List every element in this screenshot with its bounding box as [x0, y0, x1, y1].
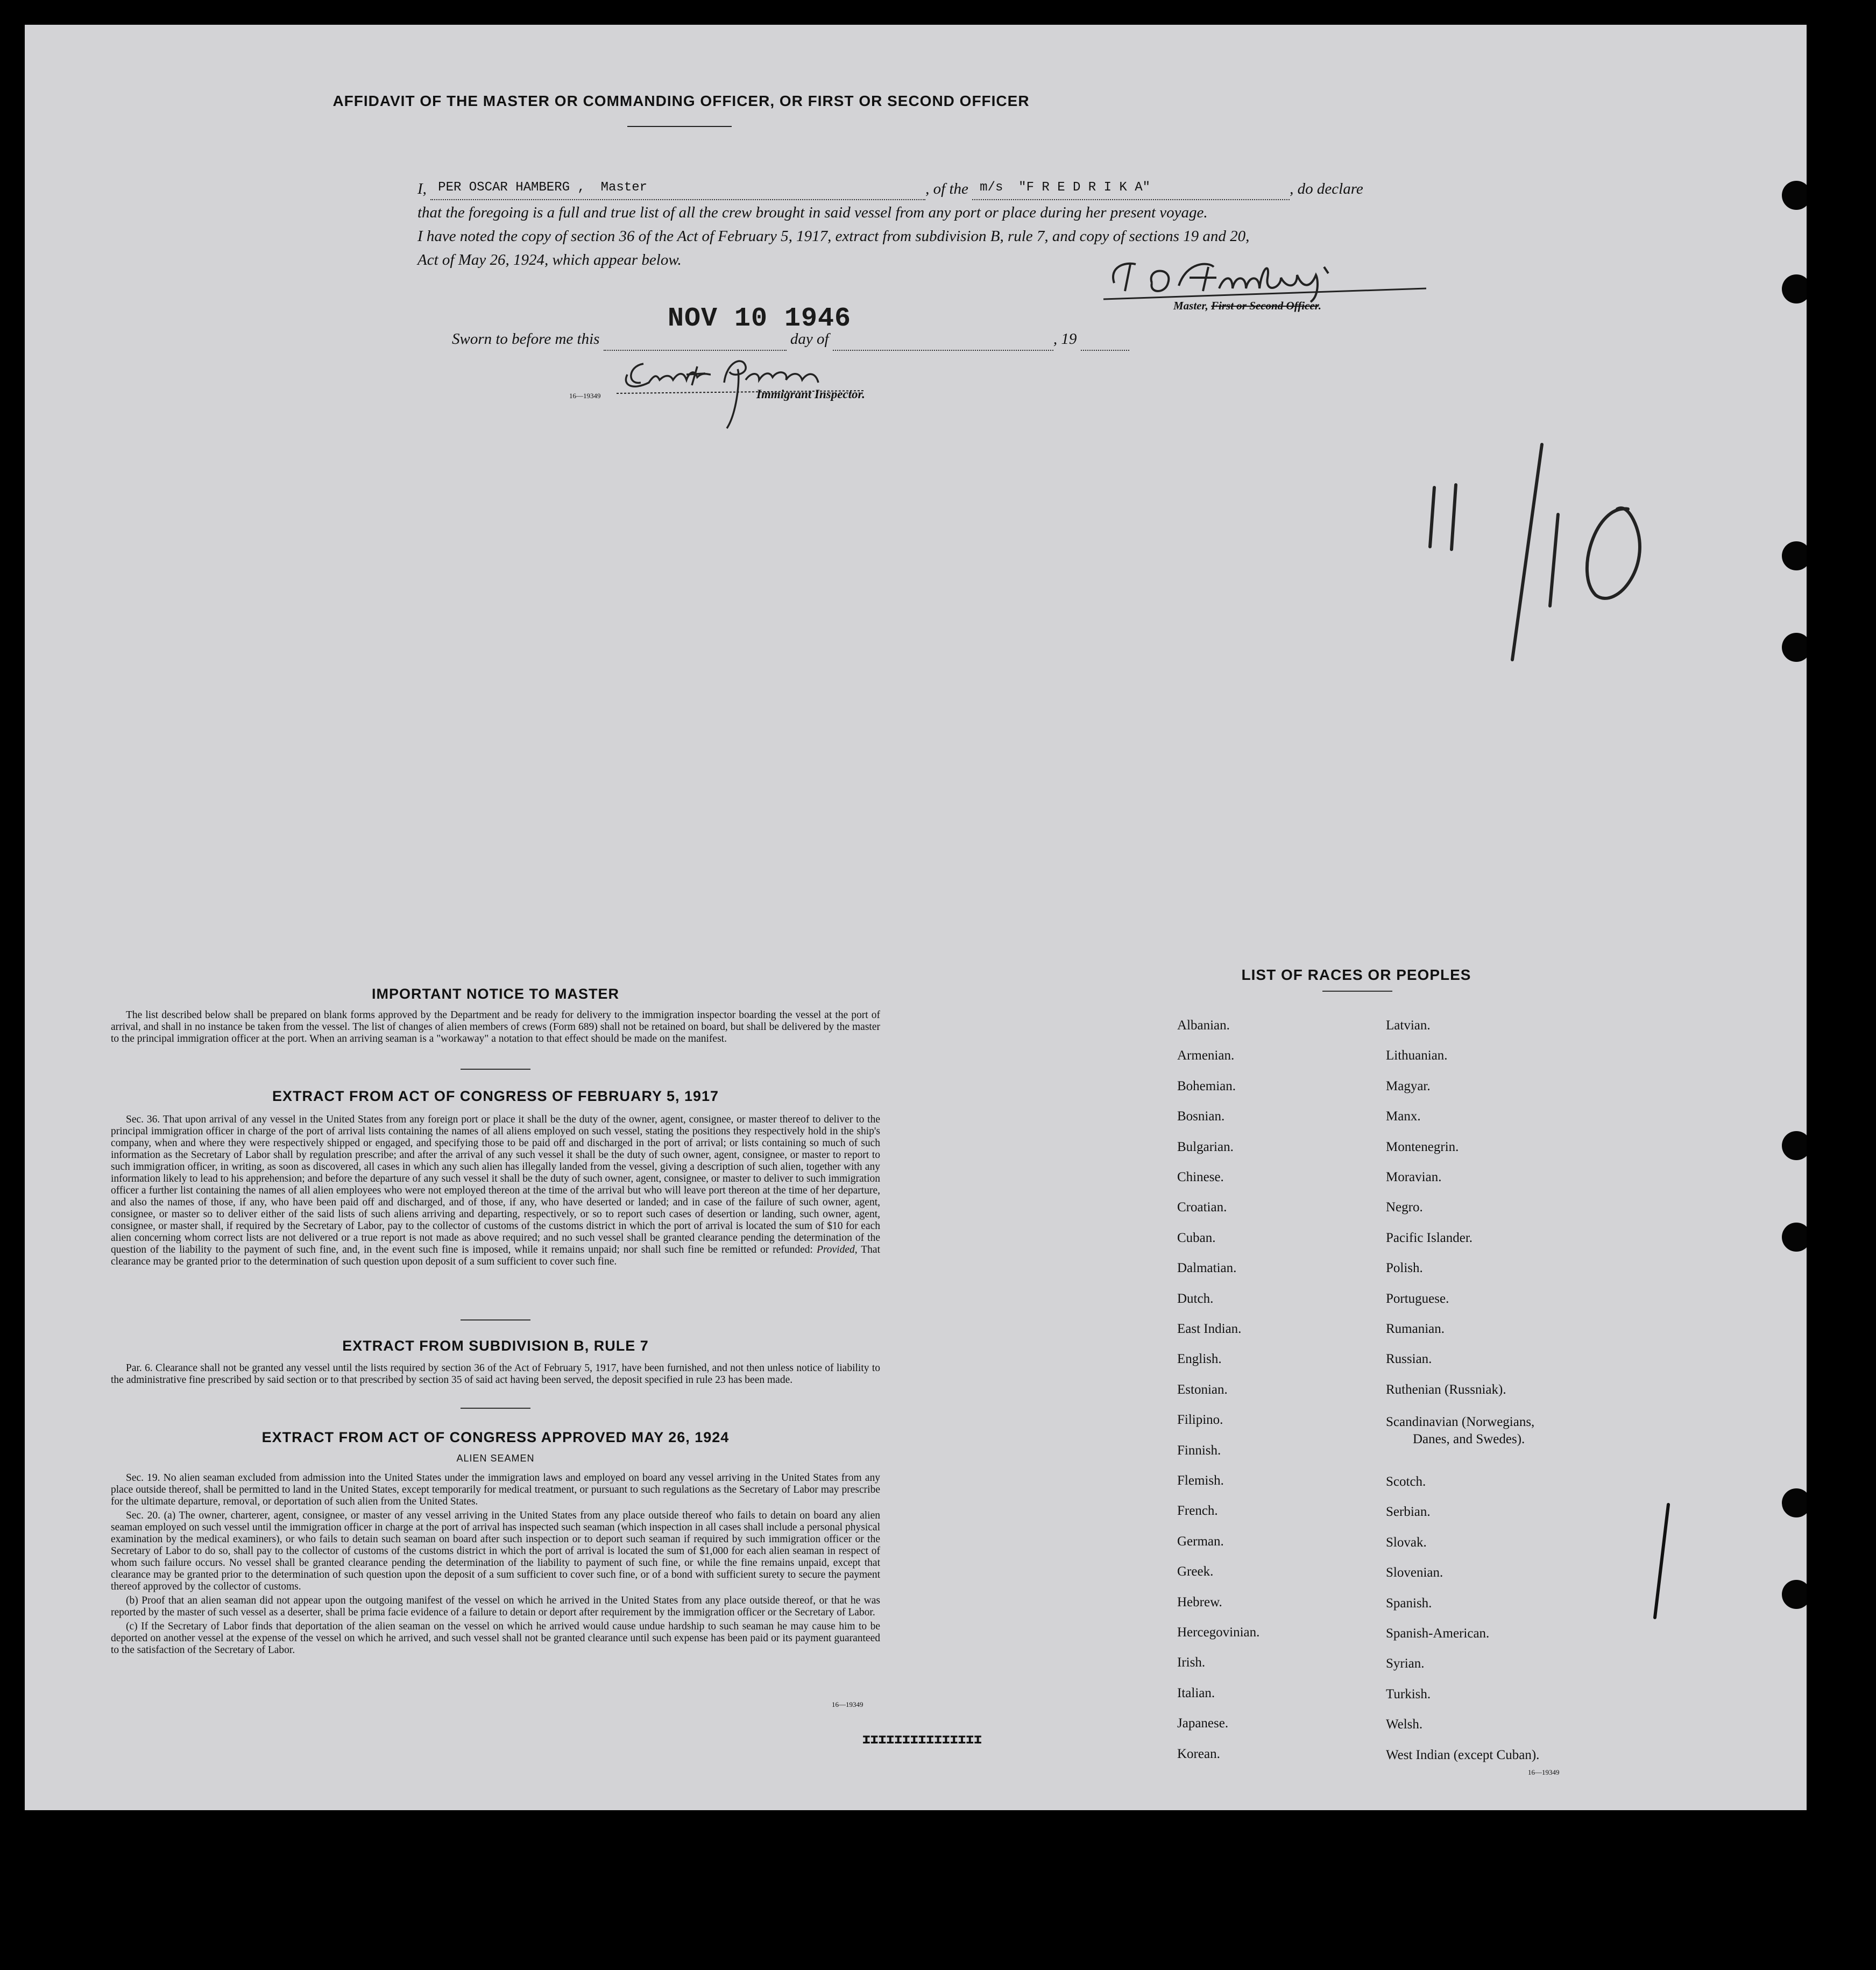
- notice-form-number: 16—19349: [832, 1700, 863, 1708]
- race-item: Danes, and Swedes).: [1413, 1432, 1525, 1447]
- race-item: Lithuanian.: [1386, 1048, 1448, 1063]
- race-item: Magyar.: [1386, 1078, 1431, 1093]
- race-item: Portuguese.: [1386, 1291, 1449, 1306]
- sec36-text: Sec. 36. That upon arrival of any vessel in the United States from any foreign port or place it shall be the duty of the owner, agent, consignee, or master thereof to deliver to the principal immigration officer in charge of the port of arrival lists containing the names of all aliens employed on such vessel, stating the positions they respectively hold in the ship's company, when and where they were respectively shipped or engaged, and specifying those to be paid off and discharged in the port of arrival; or lists containing so much of such information as the Secretary of Labor shall by regulation prescribe; and after the arrival of any such vessel it shall be the duty of such owner, agent, consignee, or master to report to such immigration officer, in writing, as soon as discovered, all cases in which any such alien has illegally landed from the vessel, giving a description of such alien, together with any information likely to lead to his apprehension; and before the departure of any such vessel it shall be the duty of such owner, agent, consignee, or master to deliver to such immigration officer a further list containing the names of all alien employees who were not employed thereon at the time of the arrival but who will leave port thereon at the time of her departure, and also the names of those, if any, who have been paid off and discharged, and of those, if any, who have deserted or landed; and in case of the failure of such owner, agent, consignee, or master so to deliver either of the said lists of such aliens arriving and departing, respectively, or so to report such cases of desertion or landing, such owner, agent, consignee, or master shall, if required by the Secretary of Labor, pay to the collector of customs of the customs district in which the port of arrival is located the sum of $10 for each alien concerning whom correct lists are not delivered or a true report is not made as above required; and no such vessel shall be granted clearance pending the determination of the question of the liability to the payment of such fine, and, in the event such fine is imposed, while it remains unpaid; nor shall such fine be remitted or refunded:: [111, 1114, 880, 1255]
- races-title-rule: [1322, 991, 1392, 992]
- race-item: Cuban.: [1177, 1230, 1216, 1245]
- punch-hole: [1782, 1580, 1807, 1609]
- sec19-paragraph: Sec. 19. No alien seaman excluded from admission into the United States under the immigration laws and employed on board any vessel arriving in the United States from any place outside thereof, shall be permitted to land in the United States, except temporarily for medical treatment, or pursuant to such regulations as the Secretary of Labor may prescribe for the ultimate departure, removal, or deportation of such alien from the United States.: [111, 1472, 880, 1507]
- sworn-prefix: Sworn to before me this: [452, 330, 600, 348]
- document-page: [25, 25, 1807, 1810]
- race-item: Slovenian.: [1386, 1565, 1443, 1580]
- race-item: Estonian.: [1177, 1382, 1228, 1397]
- provided-word: Provided,: [816, 1244, 858, 1255]
- race-item: Slovak.: [1386, 1535, 1427, 1550]
- sec20c-paragraph: (c) If the Secretary of Labor finds that deportation of the alien seaman on the vessel on which he arrived would cause undue hardship to such seaman he may cause him to be deported on another vessel at the expense of the vessel on which he arrived, and such vessel shall not be granted clearance until such expense has been paid or its payment guaranteed to the satisfaction of the Secretary of Labor.: [111, 1621, 880, 1656]
- alien-seamen-subtitle: ALIEN SEAMEN: [456, 1453, 535, 1464]
- punch-hole: [1782, 1223, 1807, 1252]
- race-item: Hebrew.: [1177, 1594, 1222, 1609]
- sworn-year: , 19: [1053, 330, 1077, 348]
- race-item: Irish.: [1177, 1655, 1206, 1670]
- affidavit-title: AFFIDAVIT OF THE MASTER OR COMMANDING OFFICER, OR FIRST OR SECOND OFFICER: [332, 93, 1030, 109]
- race-item: Pacific Islander.: [1386, 1230, 1473, 1245]
- race-item: Serbian.: [1386, 1505, 1431, 1520]
- race-item: English.: [1177, 1352, 1222, 1367]
- race-item: Scotch.: [1386, 1474, 1426, 1489]
- rule7-paragraph: Par. 6. Clearance shall not be granted any vessel until the lists required by section 36 of the Act of February 5, 1917, have been furnished, and not then unless notice of liability to the administrative fine prescribed by said section or to that prescribed by section 35 of said act having been served, the deposit specified in rule 23 has been made.: [111, 1362, 880, 1386]
- affidavit-line-2: that the foregoing is a full and true list of all the crew brought in said vessel from any port or place during her present voyage.: [417, 204, 1208, 221]
- master-signature: [1093, 251, 1437, 305]
- punch-hole: [1782, 274, 1807, 303]
- races-form-number: 16—19349: [1528, 1768, 1560, 1776]
- master-label-end: .: [1318, 299, 1321, 312]
- race-item: Rumanian.: [1386, 1322, 1445, 1336]
- race-item: Ruthenian (Russniak).: [1386, 1382, 1506, 1397]
- struck-officer-label: First or Second Officer: [1211, 299, 1319, 312]
- date-stamp: NOV 10 1946: [668, 303, 852, 334]
- line1-prefix: I,: [417, 180, 427, 197]
- punch-hole: [1782, 633, 1807, 662]
- section-rule: [461, 1069, 530, 1070]
- extract-1917-body: [111, 1114, 880, 1270]
- race-item: Turkish.: [1386, 1686, 1431, 1701]
- race-item: Syrian.: [1386, 1656, 1425, 1671]
- master-signature-label: [1173, 299, 1321, 313]
- race-item: Spanish.: [1386, 1595, 1432, 1611]
- race-item: Chinese.: [1177, 1170, 1224, 1184]
- tally-mark-drawing: [1644, 1499, 1676, 1628]
- race-item: Bohemian.: [1177, 1078, 1236, 1093]
- punch-hole: [1782, 1131, 1807, 1160]
- race-item: Montenegrin.: [1386, 1139, 1459, 1154]
- sec20a-paragraph: Sec. 20. (a) The owner, charterer, agent, consignee, or master of any vessel arriving in the United States from any place outside thereof who fails to detain on board any alien seaman employed on such vessel until the immigration officer in charge at the port of arrival has inspected such seaman (which inspection in all cases shall include a personal physical examination by the medical examiners), or who fails to detain such seaman on board after such inspection or to deport such seaman if required by such immigration officer or the Secretary of Labor to do so, shall pay to the collector of customs of the customs district in which the port of arrival is located the sum of $1,000 for each alien seaman in respect of whom such failure occurs. No vessel shall be granted clearance pending the determination of the liability to payment of such fine, or while the fine remains unpaid, except that clearance may be granted prior to the determination of such question upon the deposit of a sum sufficient to cover such fine, or of a bond with sufficient surety to secure the payment thereof approved by the collector of customs.: [111, 1510, 880, 1592]
- race-item: Japanese.: [1177, 1716, 1229, 1731]
- section-rule: [461, 1408, 530, 1409]
- notice-title: IMPORTANT NOTICE TO MASTER: [372, 986, 619, 1002]
- sworn-day-of: day of: [790, 330, 829, 348]
- race-item: German.: [1177, 1534, 1224, 1549]
- sec36-text-end: That clearance may be granted prior to the determination of such question upon deposit of a sum sufficient to cover such fine.: [111, 1244, 880, 1267]
- master-label: Master,: [1173, 299, 1208, 312]
- sworn-year-field: [1081, 331, 1129, 351]
- race-item: Finnish.: [1177, 1443, 1221, 1458]
- race-item: Dutch.: [1177, 1291, 1214, 1306]
- race-item: Albanian.: [1177, 1018, 1230, 1033]
- extract-rule7-body: [111, 1362, 880, 1388]
- races-title: LIST OF RACES OR PEOPLES: [1241, 966, 1471, 983]
- extract-1917-title: EXTRACT FROM ACT OF CONGRESS OF FEBRUARY 5, 1917: [272, 1088, 719, 1104]
- race-item: Hercegovinian.: [1177, 1625, 1260, 1640]
- line1-mid: , of the: [925, 180, 968, 197]
- race-item: Russian.: [1386, 1352, 1432, 1367]
- affidavit-line-1: [417, 178, 1456, 200]
- extract-1924-title: EXTRACT FROM ACT OF CONGRESS APPROVED MAY 26, 1924: [261, 1429, 730, 1445]
- race-item: Scandinavian (Norwegians,: [1386, 1415, 1535, 1430]
- punch-hole: [1782, 541, 1807, 570]
- master-name: PER OSCAR HAMBERG , Master: [438, 180, 648, 195]
- race-item: Spanish-American.: [1386, 1626, 1490, 1641]
- race-item: Latvian.: [1386, 1018, 1431, 1033]
- punch-hole: [1782, 181, 1807, 210]
- race-item: Armenian.: [1177, 1048, 1235, 1063]
- race-item: Negro.: [1386, 1200, 1423, 1215]
- notice-paragraph: The list described below shall be prepared on blank forms approved by the Department and be ready for delivery to the immigration inspector boarding the vessel at the port of arrival, and shall in no instance be taken from the vessel. The list of changes of alien members of crews (Form 689) shall not be retained on board, but shall be delivered by the master to the principal immigration officer at the port. When an arriving seaman is a "workaway" a notation to that effect should be made on the manifest.: [111, 1009, 880, 1044]
- handwritten-date-note: [1413, 434, 1693, 670]
- inspector-label: Immigrant Inspector.: [756, 387, 865, 401]
- race-item: Korean.: [1177, 1746, 1220, 1761]
- race-item: Flemish.: [1177, 1473, 1224, 1488]
- bottom-mark: ɪɪɪɪɪɪɪɪɪɪɪɪɪɪɪ: [862, 1732, 982, 1748]
- extract-1924-body: [111, 1472, 880, 1658]
- inspector-form-number: 16—19349: [569, 392, 601, 400]
- race-item: West Indian (except Cuban).: [1386, 1747, 1540, 1762]
- sworn-day-field: [604, 331, 787, 351]
- affidavit-line-3: I have noted the copy of section 36 of the Act of February 5, 1917, extract from subdivision B, rule 7, and copy of sections 19 and 20,: [417, 228, 1250, 245]
- punch-hole: [1782, 1488, 1807, 1517]
- notice-body: [111, 1009, 880, 1047]
- sec20b-paragraph: (b) Proof that an alien seaman did not appear upon the outgoing manifest of the vessel on which he arrived in the United States from any place outside thereof, or that he was reported by the master of such vessel as a deserter, shall be prima facie evidence of a failure to detain or deport after requirement by the immigration officer or the Secretary of Labor.: [111, 1595, 880, 1618]
- race-item: Manx.: [1386, 1109, 1421, 1124]
- section-rule: [461, 1319, 530, 1321]
- sworn-month-field: [833, 331, 1053, 351]
- race-item: Greek.: [1177, 1564, 1214, 1579]
- affidavit-line-4: Act of May 26, 1924, which appear below.: [417, 251, 682, 269]
- vessel-name-field: [972, 181, 1290, 200]
- race-item: Filipino.: [1177, 1413, 1223, 1428]
- line1-suffix: , do declare: [1290, 180, 1363, 197]
- race-item: Moravian.: [1386, 1170, 1442, 1184]
- title-rule: [627, 126, 732, 127]
- race-item: Bulgarian.: [1177, 1139, 1234, 1154]
- race-item: Bosnian.: [1177, 1109, 1225, 1124]
- handwritten-tally: [1644, 1499, 1676, 1631]
- race-item: Dalmatian.: [1177, 1261, 1237, 1276]
- race-item: East Indian.: [1177, 1322, 1242, 1336]
- race-item: French.: [1177, 1503, 1218, 1519]
- vessel-name: m/s "F R E D R I K A": [980, 180, 1151, 195]
- race-item: Italian.: [1177, 1685, 1215, 1700]
- master-name-field: [430, 181, 925, 200]
- race-item: Polish.: [1386, 1261, 1423, 1276]
- extract-rule7-title: EXTRACT FROM SUBDIVISION B, RULE 7: [342, 1338, 649, 1354]
- race-item: Croatian.: [1177, 1200, 1227, 1215]
- race-item: Welsh.: [1386, 1717, 1423, 1732]
- sec36-paragraph: [111, 1114, 880, 1268]
